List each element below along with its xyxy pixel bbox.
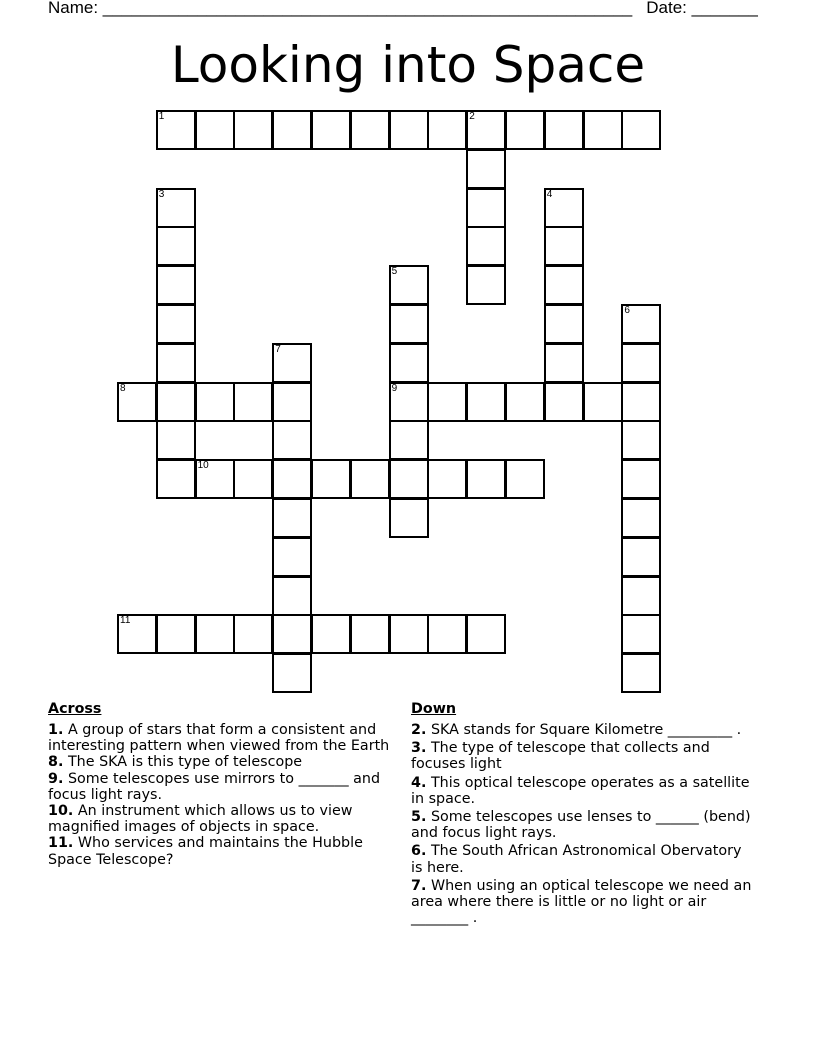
grid-cell[interactable] xyxy=(505,459,545,499)
grid-cell[interactable] xyxy=(621,653,661,693)
grid-cell[interactable] xyxy=(117,382,157,422)
grid-cell[interactable] xyxy=(389,110,429,150)
grid-cell[interactable] xyxy=(389,459,429,499)
grid-cell[interactable] xyxy=(233,459,273,499)
grid-cell[interactable] xyxy=(505,110,545,150)
clue-number: 5 xyxy=(391,266,398,278)
grid-cell[interactable] xyxy=(583,110,623,150)
clue-number: 2 xyxy=(469,111,475,122)
grid-cell[interactable] xyxy=(621,614,661,654)
grid-cell[interactable] xyxy=(233,382,273,422)
grid-cell[interactable] xyxy=(272,343,312,383)
clue-number: 10 xyxy=(197,460,209,472)
grid-cell[interactable] xyxy=(389,304,429,344)
clue-number: 3 xyxy=(158,188,165,200)
grid-cell[interactable] xyxy=(350,110,390,150)
grid-cell[interactable] xyxy=(621,343,661,383)
grid-cell[interactable] xyxy=(272,498,312,538)
grid-cell[interactable] xyxy=(156,304,196,344)
clue-down-6: 6. The South African Astronomical Obervatory is here. xyxy=(411,843,742,876)
grid-cell[interactable] xyxy=(156,459,196,499)
grid-cell[interactable] xyxy=(621,498,661,538)
clue-down-4: 4. This optical telescope operates as a satellite in space. xyxy=(411,774,750,807)
clue-across-9: 9. Some telescopes use mirrors to _______ and focus light rays. xyxy=(48,770,381,803)
grid-cell[interactable] xyxy=(156,188,196,228)
grid-cell[interactable] xyxy=(195,110,235,150)
clue-down-3: 3. The type of telescope that collects and focuses light xyxy=(411,740,710,773)
grid-cell[interactable] xyxy=(311,110,351,150)
grid-cell[interactable] xyxy=(466,382,506,422)
clue-down-7: 7. When using an optical telescope we need an area where there is little or no light or air ________ . xyxy=(411,877,752,927)
grid-cell[interactable] xyxy=(427,614,467,654)
grid-cell[interactable] xyxy=(427,459,467,499)
clue-number: 11 xyxy=(120,615,131,627)
grid-cell[interactable] xyxy=(621,537,661,577)
grid-cell[interactable] xyxy=(156,420,196,460)
grid-cell[interactable] xyxy=(233,614,273,654)
grid-cell[interactable] xyxy=(621,576,661,616)
grid-cell[interactable] xyxy=(272,110,312,150)
grid-cell[interactable] xyxy=(117,614,157,654)
grid-cell[interactable] xyxy=(466,459,506,499)
grid-cell[interactable] xyxy=(427,382,467,422)
grid-cell[interactable] xyxy=(311,459,351,499)
grid-cell[interactable] xyxy=(272,653,312,693)
grid-cell[interactable] xyxy=(350,614,390,654)
grid-cell[interactable] xyxy=(544,304,584,344)
grid-cell[interactable] xyxy=(544,265,584,305)
grid-cell[interactable] xyxy=(272,459,312,499)
grid-cell[interactable] xyxy=(389,614,429,654)
clue-across-1: 1. A group of stars that form a consistent and interesting pattern when viewed from the Earth xyxy=(48,722,390,755)
grid-cell[interactable] xyxy=(272,420,312,460)
grid-cell[interactable] xyxy=(544,110,584,150)
grid-cell[interactable] xyxy=(544,343,584,383)
clue-number: 1 xyxy=(158,111,165,122)
grid-cell[interactable] xyxy=(583,382,623,422)
grid-cell[interactable] xyxy=(621,459,661,499)
grid-cell[interactable] xyxy=(156,382,196,422)
grid-cell[interactable] xyxy=(195,382,235,422)
grid-cell[interactable] xyxy=(350,459,390,499)
grid-cell[interactable] xyxy=(466,188,506,228)
clue-across-11: 11. Who services and maintains the Hubble Space Telescope? xyxy=(48,835,363,868)
grid-cell[interactable] xyxy=(544,226,584,266)
grid-cell[interactable] xyxy=(621,382,661,422)
across-clues xyxy=(48,700,398,868)
clue-across-10: 10. An instrument which allows us to view magnified images of objects in space. xyxy=(48,803,353,836)
grid-cell[interactable] xyxy=(156,265,196,305)
grid-cell[interactable] xyxy=(272,576,312,616)
grid-cell[interactable] xyxy=(195,614,235,654)
grid-cell[interactable] xyxy=(389,382,429,422)
down-clues xyxy=(411,700,756,928)
grid-cell[interactable] xyxy=(389,420,429,460)
clue-number: 9 xyxy=(391,382,398,394)
grid-cell[interactable] xyxy=(195,459,235,499)
grid-cell[interactable] xyxy=(621,304,661,344)
clue-number: 8 xyxy=(120,382,126,394)
grid-cell[interactable] xyxy=(544,188,584,228)
grid-cell[interactable] xyxy=(272,382,312,422)
across-heading: Across xyxy=(48,701,102,717)
grid-cell[interactable] xyxy=(466,149,506,189)
grid-cell[interactable] xyxy=(466,226,506,266)
grid-cell[interactable] xyxy=(466,265,506,305)
grid-cell[interactable] xyxy=(466,110,506,150)
grid-cell[interactable] xyxy=(389,498,429,538)
clue-number: 6 xyxy=(624,305,630,316)
grid-cell[interactable] xyxy=(505,382,545,422)
grid-cell[interactable] xyxy=(156,226,196,266)
grid-cell[interactable] xyxy=(389,265,429,305)
grid-cell[interactable] xyxy=(621,420,661,460)
date-field-label[interactable]: Date: _______ xyxy=(646,0,758,17)
clue-down-2: 2. SKA stands for Square Kilometre _________ . xyxy=(411,722,742,738)
grid-cell[interactable] xyxy=(156,110,196,150)
clue-down-5: 5. Some telescopes use lenses to ______ (bend) and focus light rays. xyxy=(411,809,751,842)
name-field-label[interactable]: Name: ________________________________________________________ xyxy=(48,0,633,17)
clue-across-8: 8. The SKA is this type of telescope xyxy=(48,754,303,771)
grid-cell[interactable] xyxy=(389,343,429,383)
grid-cell[interactable] xyxy=(311,614,351,654)
grid-cell[interactable] xyxy=(466,614,506,654)
down-heading: Down xyxy=(411,701,457,717)
page-title: Looking into Space xyxy=(170,36,646,94)
grid-cell[interactable] xyxy=(621,110,661,150)
grid-cell[interactable] xyxy=(233,110,273,150)
clue-number: 4 xyxy=(546,188,553,200)
grid-cell[interactable] xyxy=(156,343,196,383)
grid-cell[interactable] xyxy=(272,537,312,577)
grid-cell[interactable] xyxy=(272,614,312,654)
grid-cell[interactable] xyxy=(427,110,467,150)
clue-number: 7 xyxy=(275,343,281,355)
grid-cell[interactable] xyxy=(544,382,584,422)
grid-cell[interactable] xyxy=(156,614,196,654)
